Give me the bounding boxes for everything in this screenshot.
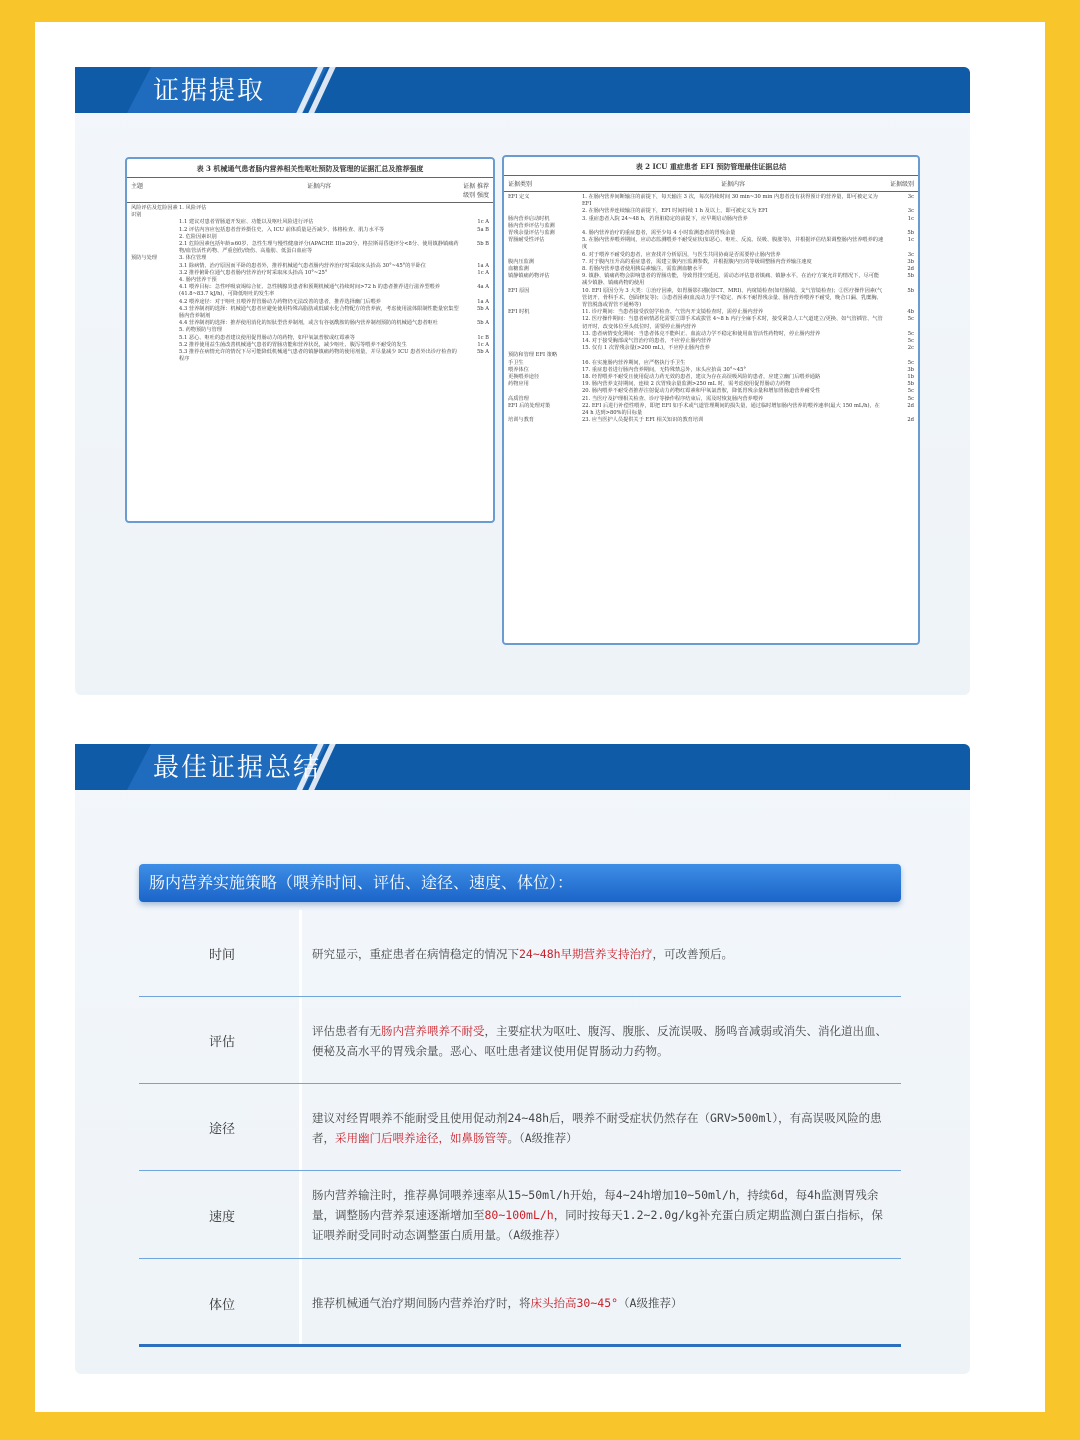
- table-row: [508, 237, 914, 251]
- row-content: 18. 经胃喂养不耐受且使用促动力药无效的患者，建议为存在高误吸风险的患者，应建立幽门后喂养通路: [582, 374, 821, 381]
- row-content: 20. 肠内喂养不耐受者推荐注射促动力药物红霉素和甲氧氯普胺，降低胃残余量和增加胃肠道营养耐受性: [582, 388, 821, 395]
- table-row: [131, 284, 489, 298]
- row-content: 14. 对于接受胸部或气管治疗的患者，不应停止肠内营养: [582, 338, 712, 345]
- row-content: 23. 应当医护人员提供关于 EFI 相关知识的教育培训: [582, 417, 704, 424]
- header-content: 证据内容: [306, 183, 331, 190]
- table-row: [508, 273, 914, 287]
- row-level: 1b: [907, 374, 914, 381]
- row-level: 5b A: [476, 305, 489, 312]
- row-content: 5. 在肠内营养喂养期间，应动态监测喂养不耐受症状(如恶心、呕吐、反流、误吸、腹胀等)，并根据评估结果调整肠内营养喂养的速度: [582, 237, 884, 251]
- row-category: [508, 316, 582, 330]
- table-row: [508, 345, 914, 352]
- body-text: 研究显示，重症患者在病情稳定的情况下: [312, 946, 519, 961]
- row-content: 4. 肠内营养治疗的重症患者，需至少每 4 小时监测患者的胃残余量: [582, 230, 736, 237]
- section-banner: [75, 67, 970, 113]
- row-topic: [131, 349, 179, 363]
- row-level: 1a A: [477, 298, 489, 305]
- row-content: 19. 肠内营养支持期间，连续 2 次胃残余量监测>250 mL 时，需考虑使用促胃肠动力药物: [582, 381, 791, 388]
- body-text: 评估患者有无: [312, 1023, 381, 1038]
- row-level: 3c: [907, 208, 914, 215]
- row-content: 13. 患者病情变化期间：当患者体克不能纠正、血流动力学不稳定和使用血管活性药物时，停止肠内营养: [582, 330, 821, 337]
- row-topic: [131, 342, 179, 349]
- row-level: 5a B: [477, 226, 489, 233]
- summary-row-content: [302, 1108, 901, 1148]
- table-row: [131, 241, 489, 255]
- row-content: 4.2 喂养途径：对于呕吐且喂养胃管肠动力药物仍无法改善的患者，推荐选择幽门后喂养: [179, 298, 381, 305]
- row-category: 镇静镇痛药物评估: [508, 273, 550, 280]
- header-content: 证据内容: [720, 181, 745, 188]
- table-row: [508, 194, 914, 208]
- body-text: ，同时按每天1.2~2.0g/kg补充蛋白质定期监测白蛋白指标，保证喂养耐受同时动态调整蛋白质用量。（A级推荐）: [312, 1208, 883, 1242]
- table-row: [508, 360, 914, 367]
- row-level: 2d: [907, 402, 914, 409]
- table-row: [131, 263, 489, 270]
- row-category: 肠内营养启动时机: [508, 215, 550, 222]
- row-topic: 风险评估及危险因素识别: [131, 205, 178, 219]
- section-title: 最佳证据总结: [153, 753, 322, 783]
- row-content: 5.1 恶心、呕吐的患者建议使用促胃肠动力的药物，如甲氧氯普胺或红霉素等: [179, 334, 355, 341]
- body-text: 。（A级推荐）: [507, 1130, 578, 1145]
- row-content: 12. 医疗操作期间：当患者病情恶化需要立即手术或拔管 4~8 h 内行全麻手术时，接受紧急人工气道建立/更换、如气管插管、气管切开时，改变体位至头低位时，需要停止肠内营养: [582, 316, 883, 330]
- row-level: 5b B: [476, 241, 489, 248]
- summary-row-label: 速度: [209, 1209, 236, 1225]
- table-2: [502, 155, 920, 645]
- summary-row-content: [302, 1021, 901, 1061]
- row-level: [459, 205, 489, 219]
- table-row: [131, 327, 489, 334]
- row-level: 1c B: [477, 334, 489, 341]
- table-row: [131, 255, 489, 262]
- row-level: 2c: [907, 345, 914, 352]
- row-content: 5.3 推荐在病情允许的情况下尽可能降低机械通气患者的镇静镇痛药物的使用剂量，并尽量减少 ICU 患者外出诊疗检查的程序: [179, 349, 457, 363]
- page: [35, 22, 1045, 1412]
- row-content: 21. 当医疗及护理相关检查、诊疗等操作程序结束后，需及时恢复肠内营养喂养: [582, 395, 764, 402]
- header-level: 证据级别: [889, 181, 914, 188]
- row-content: 5. 药物预防与管理: [179, 327, 222, 334]
- row-category: 手卫生: [508, 359, 524, 366]
- row-topic: [131, 227, 179, 234]
- row-category: 腹内压监测: [508, 258, 534, 265]
- summary-row: [139, 997, 901, 1084]
- summary-table: [139, 910, 901, 1347]
- row-category: [508, 252, 582, 259]
- table-2-title: 表 2 ICU 重症患者 EFI 预防管理最佳证据总结: [635, 162, 787, 171]
- row-content: 4. 肠内营养干预: [179, 277, 217, 284]
- table-row: [508, 396, 914, 403]
- table-3: [125, 157, 495, 523]
- highlight-text: 肠内营养喂养不耐受: [381, 1023, 485, 1038]
- summary-row-content: [302, 944, 901, 964]
- row-level: [459, 277, 489, 284]
- row-category: [508, 331, 582, 338]
- row-content: 3.2 推荐俯卧位通气患者肠内营养治疗时采取床头抬高 10°~25°: [179, 269, 328, 276]
- row-topic: [131, 219, 179, 226]
- summary-row: [139, 1259, 901, 1347]
- row-topic: [131, 270, 179, 277]
- table-3-header: [127, 177, 493, 203]
- row-level: 5b A: [476, 349, 489, 356]
- summary-row-label: 体位: [209, 1297, 236, 1313]
- row-content: 10. EFI 原因分为 3 大类：①治疗因素，如胃肠影扫描(如CT、MRI)、内窥镜检查(如结肠镜、支气管镜检查)；②医疗操作因素(气管切开、骨科手术、创面修复等)；③患者因素(血流动力学不稳定、西本不耐胃残余量、肠内营养喂养不耐受，晚合口漏、乳糜胸、胃管脱落或胃管不通畅等): [582, 287, 883, 309]
- row-level: 3c: [907, 251, 914, 258]
- row-category: [508, 388, 582, 395]
- table-row: [508, 252, 914, 259]
- table-row: [508, 388, 914, 395]
- table-3-body: [127, 203, 493, 365]
- row-level: 5b: [907, 287, 914, 294]
- row-content: 1.1 建议对患者胃肠道开发症、功能以及呕吐风险进行评估: [179, 219, 314, 226]
- header-topic: 主题: [131, 183, 144, 190]
- row-level: 1c A: [477, 269, 489, 276]
- table-row: [131, 299, 489, 306]
- table-row: [508, 316, 914, 330]
- row-content: 4.4 营养制剂的选择：推荐使用消化的短肽型营养制剂，或含有谷氨酰胺的肠内营养制剂预防的机械通气患者呕吐: [179, 320, 438, 327]
- row-category: 药物应用: [508, 381, 529, 388]
- summary-row-label: 评估: [209, 1035, 236, 1050]
- body-text: 肠内营养输注时，推荐鼻饲喂养速率从15~50ml/h开始，每4~24h增加10~50ml/h，持续6d，每4h监测胃残余量，调整肠内营养泵速逐渐增加至: [312, 1188, 879, 1222]
- body-text: ，可改善预后。: [652, 946, 734, 961]
- row-topic: 预防与处理: [131, 255, 157, 262]
- row-level: 5b: [907, 273, 914, 280]
- row-content: 1. 在肠内营养间断输注的前提下，每天输注 3 次，每次持续时间 30 min~30 min 内患者没有获得预计的营养量，即可被定义为 EFI: [582, 194, 878, 208]
- row-level: 1a A: [477, 262, 489, 269]
- row-level: [459, 234, 489, 241]
- highlight-text: 24~48h早期营养支持治疗: [519, 946, 653, 961]
- row-topic: [131, 277, 179, 284]
- row-topic: [131, 335, 179, 342]
- row-level: 3c: [907, 194, 914, 200]
- row-level: [459, 255, 489, 262]
- row-content: 9. 镇静、镇痛药物会影响患者的胃肠功能，导致胃排空延迟，需动态评估患者镇痛、镇静水平，在治疗方案允许的情况下，尽可能减少镇静、镇痛药物的使用: [582, 273, 880, 287]
- row-topic: [131, 327, 179, 334]
- summary-heading: 肠内营养实施策略（喂养时间、评估、途径、速度、体位）：: [149, 873, 574, 892]
- row-category: 血糖监测: [508, 266, 529, 273]
- row-level: 5c: [907, 316, 914, 323]
- row-content: [582, 223, 884, 230]
- table-row: [508, 417, 914, 424]
- highlight-text: 采用幽门后喂养途径，如鼻肠管等: [335, 1130, 508, 1145]
- table-row: [131, 306, 489, 320]
- row-category: EFI 时机: [508, 309, 530, 316]
- row-content: 4.3 营养制剂的选择：机械通气患者应避免使用特殊高脂肪或低碳水化合物配方的营养液，考虑使用滋体限制性能量密集型肠内营养制剂: [179, 305, 459, 320]
- row-content: 17. 重症患者进行肠内营养期间，无特殊禁忌外，床头应抬高 30°~45°: [582, 366, 746, 373]
- best-evidence-summary-card: [75, 744, 970, 1374]
- row-content: 2.1 危险因素包括年龄≥60岁、急性生理与慢性健康评分(APACHE II)≥20分、格拉斯哥昏迷评分<8分、使用镇静镇痛药物/血管活性药物、严重创伤/烧伤、高脂肪、低蛋白血症等: [179, 241, 459, 255]
- table-row: [508, 331, 914, 338]
- table-row: [131, 342, 489, 349]
- row-level: [884, 352, 914, 359]
- row-content: 16. 在实施肠内营养期间，应严格执行手卫生: [582, 359, 686, 366]
- row-category: [508, 208, 582, 215]
- summary-row-label: 时间: [209, 948, 236, 963]
- summary-row-content: [302, 1185, 901, 1245]
- summary-row: [139, 910, 901, 997]
- row-category: 胃残余量评估与监测: [508, 230, 555, 237]
- row-content: 3. 重症患者入院 24~48 h，若肾脏稳定的前提下，应早期启动肠内营养: [582, 215, 748, 222]
- table-row: [508, 367, 914, 374]
- row-content: 15. 仅有 1 次胃残余量(>200 mL)，不应停止肠内营养: [582, 345, 710, 352]
- header-category: 证据类别: [508, 181, 533, 188]
- row-level: 3b: [907, 258, 914, 265]
- row-content: 3.1 除病情、治疗原因而平卧的患者外，推荐机械通气患者肠内营养治疗时采取床头抬高 30°~45°的半卧位: [179, 262, 426, 269]
- table-row: [131, 349, 489, 363]
- table-row: [508, 223, 914, 230]
- table-row: [131, 270, 489, 277]
- row-content: 2. 在肠内营养连续输注的前提下，EFI 时间持续 1 h 及以上，即可被定义为 EFI: [582, 208, 768, 215]
- row-level: [884, 223, 914, 230]
- row-level: 1c A: [477, 341, 489, 348]
- table-row: [131, 227, 489, 234]
- table-row: [131, 205, 489, 219]
- highlight-text: 80~100mL/h: [484, 1208, 554, 1222]
- row-level: 3b: [907, 366, 914, 373]
- row-level: [459, 327, 489, 334]
- row-level: 5c: [907, 359, 914, 366]
- summary-row-content: [302, 1293, 901, 1313]
- row-category: EFI 定义: [508, 194, 530, 200]
- body-text: 推荐机械通气治疗期间肠内营养治疗时，将: [312, 1296, 531, 1310]
- table-row: [131, 234, 489, 241]
- row-level: 4b: [907, 309, 914, 316]
- header-level: 证据 推荐 级别 强度: [463, 183, 489, 199]
- row-level: 1c: [907, 215, 914, 222]
- row-category: 胃肠耐受性评估: [508, 237, 545, 244]
- row-level: 1c: [907, 237, 914, 244]
- row-level: 5c: [907, 338, 914, 345]
- row-topic: [131, 299, 179, 306]
- table-row: [508, 338, 914, 345]
- table-row: [508, 403, 914, 417]
- row-category: 高质管理: [508, 395, 529, 402]
- row-category: 更换喂养途径: [508, 374, 540, 381]
- row-category: [508, 338, 582, 345]
- row-level: 5b: [907, 230, 914, 237]
- row-topic: [131, 306, 179, 320]
- summary-row-label: 途径: [209, 1122, 236, 1137]
- summary-row: [139, 1084, 901, 1171]
- table-row: [508, 288, 914, 310]
- body-text: 建议对经胃喂养不能耐受且使用促动剂24~48h后，喂养不耐受症状仍然存在（GRV>500ml），有高误吸风险的患者，: [312, 1110, 882, 1145]
- evidence-extraction-card: [75, 67, 970, 695]
- row-category: 预防和管理 EFI 策略: [508, 352, 558, 359]
- body-text: ，主要症状为呕吐、腹泻、腹胀、反流误吸、肠鸣音减弱或消失、消化道出血、便秘及高水平的胃残余量。恶心、呕吐患者建议使用促胃肠动力药物。: [312, 1023, 887, 1058]
- row-category: EFI 后的处理对策: [508, 402, 551, 409]
- row-content: 2. 危险因素识别: [179, 233, 217, 240]
- table-row: [508, 352, 914, 359]
- row-topic: [131, 320, 179, 327]
- table-2-header: [504, 175, 918, 192]
- summary-row: [139, 1171, 901, 1259]
- table-row: [508, 208, 914, 215]
- table-3-title: 表 3 机械通气患者肠内营养相关性呕吐预防及管理的证据汇总及推荐强度: [196, 164, 424, 173]
- row-level: 2d: [907, 266, 914, 273]
- row-content: 1.2 评估内容应包括患者营养摄住史、入 ICU 前体质量是否减少、体格检查、肌力水平等: [179, 226, 385, 233]
- row-level: 4a A: [477, 284, 489, 291]
- table-row: [508, 259, 914, 266]
- row-category: EFI 原因: [508, 287, 530, 294]
- row-content: 22. EFI 后进行补偿性喂养，即把 EFI 如手术或气道管理期间的损失量，通过临时增加肠内营养的喂养速率(最大 150 mL/h)，在 24 h 达到>80%的目标量: [582, 402, 880, 417]
- row-content: 4.1 喂养目标：急性呼吸衰竭综合征、急性胰腺炎患者和预期机械通气持续时间>72 h 的患者推荐进行滋养型喂养 (41.8~83.7 kJ/h)，可降低呕吐的发生率: [179, 284, 440, 298]
- table-row: [508, 216, 914, 223]
- row-category: 培训与教育: [508, 417, 534, 424]
- row-level: 5c: [907, 330, 914, 337]
- table-2-body: [504, 192, 918, 427]
- table-row: [131, 219, 489, 226]
- row-category: 喂养体位: [508, 366, 529, 373]
- row-content: 3. 体位管理: [179, 255, 207, 262]
- row-topic: [131, 241, 179, 255]
- table-row: [131, 335, 489, 342]
- row-level: 2d: [907, 417, 914, 424]
- row-category: 肠内营养评估与监测: [508, 222, 555, 229]
- row-topic: [131, 234, 179, 241]
- summary-heading-bar: [139, 864, 901, 902]
- row-content: 8. 若肠内营养患者使用胰岛素输注，需监测血糖水平: [582, 266, 703, 273]
- row-level: 5c: [907, 395, 914, 402]
- highlight-text: 床头抬高30~45°: [530, 1296, 619, 1310]
- row-content: [582, 352, 884, 359]
- row-content: 7. 对于腹内压升高的重症患者，需建立腹内压监测参数，并根据腹内压的等级调整肠内营养输注速度: [582, 258, 812, 265]
- row-level: 5b: [907, 381, 914, 388]
- body-text: （A级推荐）: [618, 1296, 683, 1310]
- row-content: 5.2 推荐使用益生菌改善机械通气患者的胃肠功能和营养状况，减少呕吐、腹泻等喂养不耐受的发生: [179, 341, 407, 348]
- row-content: 6. 对于喂养不耐受的患者，应查找并分析原因，与医生共同协商是否需要停止肠内营养: [582, 251, 781, 258]
- row-topic: [131, 284, 179, 298]
- row-level: 1c A: [477, 219, 489, 226]
- row-topic: [131, 263, 179, 270]
- row-level: 5c: [907, 388, 914, 395]
- row-level: 5b A: [476, 320, 489, 327]
- row-content: 11. 诊疗期间：当患者接受放射学检查、气管内开支镜检查时，需停止肠内营养: [582, 309, 764, 316]
- row-content: 1. 风险评估: [179, 205, 207, 211]
- section-banner: [75, 744, 970, 790]
- section-title: 证据提取: [153, 76, 266, 106]
